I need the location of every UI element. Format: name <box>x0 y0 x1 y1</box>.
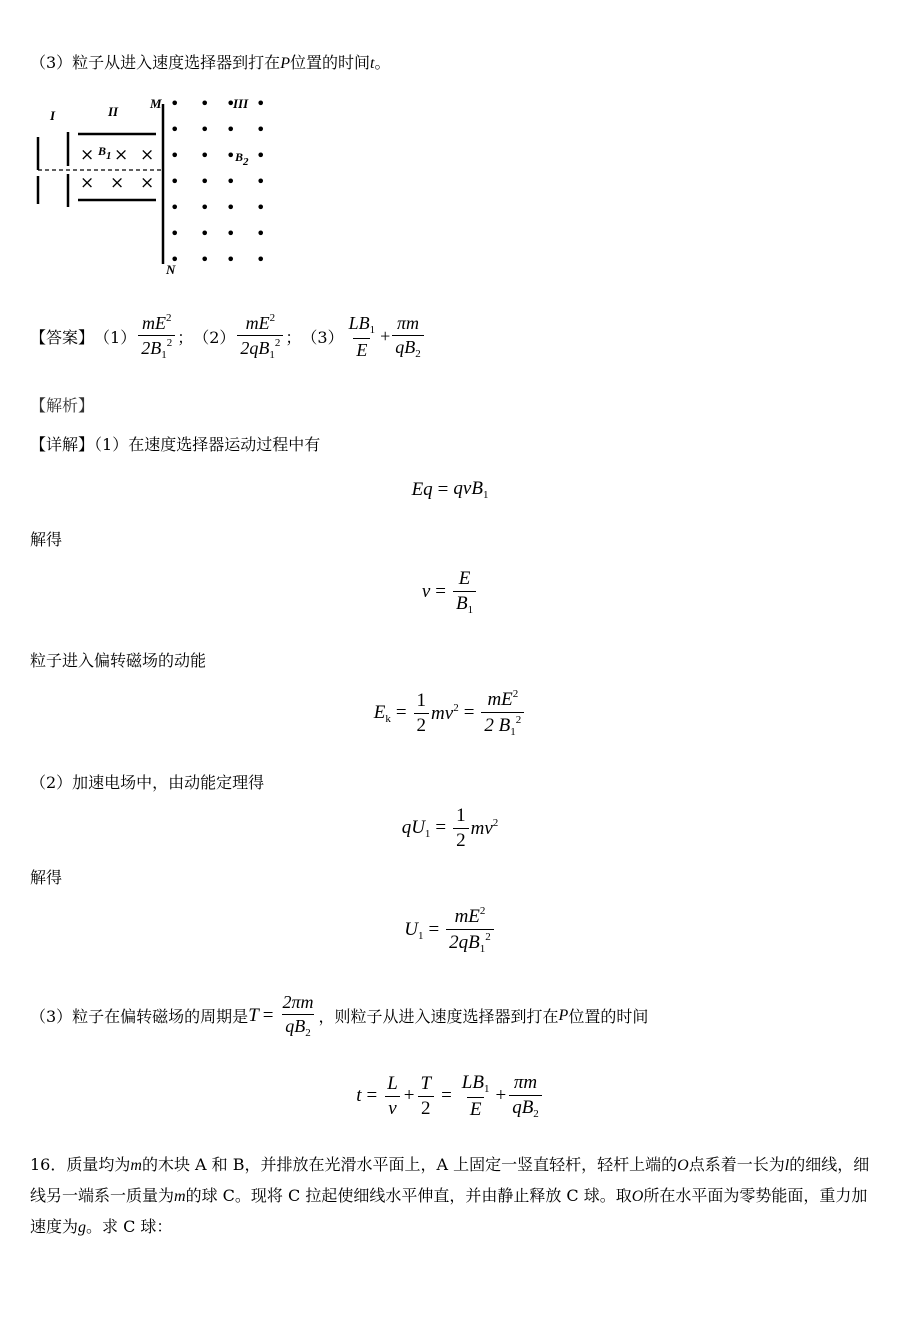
period-fraction: $\frac{2\pi m}{qB_2}$ <box>282 992 314 1039</box>
dot-mark: • <box>226 172 236 191</box>
solve-label-1: 解得 <box>30 530 63 549</box>
label-B1: $B_1$ <box>98 144 112 162</box>
dot-mark: • <box>200 120 210 139</box>
dot-mark: • <box>226 94 236 113</box>
detail-step-2: （2）加速电场中，由动能定理得 <box>30 773 265 792</box>
physics-figure <box>28 92 278 282</box>
cross-mark: × <box>80 145 95 165</box>
answer-3-fraction-a: $\frac{LB_1}{E}$ <box>348 313 376 360</box>
label-M: M <box>150 96 162 111</box>
dot-mark: • <box>256 198 266 217</box>
cross-mark: × <box>110 173 125 193</box>
equation-2: v = $\frac{E}{B_1}$ <box>0 568 900 616</box>
dot-mark: • <box>170 224 180 243</box>
dot-mark: • <box>256 224 266 243</box>
cross-mark: × <box>140 145 155 165</box>
solve-label-2: 解得 <box>30 868 63 887</box>
detail-step-3: （3）粒子在偏转磁场的周期是 T = $\frac{2\pi m}{qB_2}$ ，则粒子从进入速度选择器到打在 P 位置的时间 <box>30 992 649 1039</box>
equation-4: $qU_1$ = $\frac{1}{2}$ $mv^2$ <box>401 805 499 851</box>
dot-mark: • <box>256 146 266 165</box>
dot-mark: • <box>170 146 180 165</box>
equation-1: Eq = qvB$_1$ <box>411 478 489 501</box>
dot-mark: • <box>226 120 236 139</box>
label-region-II: II <box>108 104 119 119</box>
label-B2: $B_2$ <box>235 150 249 168</box>
equation-3: $E_k$ = $\frac{1}{2}$ $mv^2$ = $\frac{mE^2}{2 B_1^2}$ <box>0 688 900 738</box>
answer-1-fraction: $\frac{mE^2}{2B_1^2}$ <box>138 312 175 361</box>
question-3-line: （3）粒子从进入速度选择器到打在P位置的时间t。 <box>30 53 391 72</box>
kinetic-energy-text: 粒子进入偏转磁场的动能 <box>30 651 207 670</box>
dot-mark: • <box>170 198 180 217</box>
dot-mark: • <box>170 120 180 139</box>
dot-mark: • <box>226 146 236 165</box>
dot-mark: • <box>200 172 210 191</box>
cross-mark: × <box>140 173 155 193</box>
equation-6: t = $\frac{L}{v}$ + $\frac{T}{2}$ = $\frac{LB_1}{E}$ + $\frac{\pi m}{qB_2}$ <box>0 1072 900 1120</box>
dot-mark: • <box>200 198 210 217</box>
cross-mark: × <box>80 173 95 193</box>
answer-3-fraction-b: $\frac{\pi m}{qB_2}$ <box>392 313 424 360</box>
dot-mark: • <box>226 250 236 269</box>
detail-step-1: 【详解】（1）在速度选择器运动过程中有 <box>30 435 321 454</box>
cross-mark: × <box>114 145 129 165</box>
dot-mark: • <box>256 94 266 113</box>
answer-2-fraction: $\frac{mE^2}{2qB_1^2}$ <box>237 312 283 361</box>
dot-mark: • <box>226 224 236 243</box>
dot-mark: • <box>200 146 210 165</box>
answer-prefix: 【答案】 <box>30 328 95 348</box>
dot-mark: • <box>170 94 180 113</box>
label-region-III: III <box>233 96 249 111</box>
dot-mark: • <box>200 94 210 113</box>
dot-mark: • <box>170 172 180 191</box>
dot-mark: • <box>200 224 210 243</box>
dot-mark: • <box>226 198 236 217</box>
label-region-I: I <box>50 108 56 123</box>
answer-line: 【答案】 （1） $\frac{mE^2}{2B_1^2}$ ； （2） $\frac{mE^2}{2qB_1^2}$ ； （3） $\frac{LB_1}{E}$ + $\frac{\pi m}{qB_2}$ <box>30 312 426 361</box>
equation-5: $U_1$ = $\frac{mE^2}{2qB_1^2}$ <box>0 905 900 955</box>
question-16: 16．质量均为m的木块 A 和 B，并排放在光滑水平面上，A 上固定一竖直轻杆，轻杆上端的O点系着一长为l的细线，细线另一端系一质量为m的球 C。现将 C 拉起使细线水平伸直，并由静止释放 C 球。取O所在水平面为零势能面，重力加速度为g。求 C 球： <box>30 1155 870 1236</box>
dot-grid <box>168 92 278 272</box>
analysis-label: 【解析】 <box>30 396 95 415</box>
dot-mark: • <box>200 250 210 269</box>
dot-mark: • <box>170 250 180 269</box>
label-N: N <box>166 262 176 277</box>
dot-mark: • <box>256 172 266 191</box>
dot-mark: • <box>256 250 266 269</box>
dot-mark: • <box>256 120 266 139</box>
